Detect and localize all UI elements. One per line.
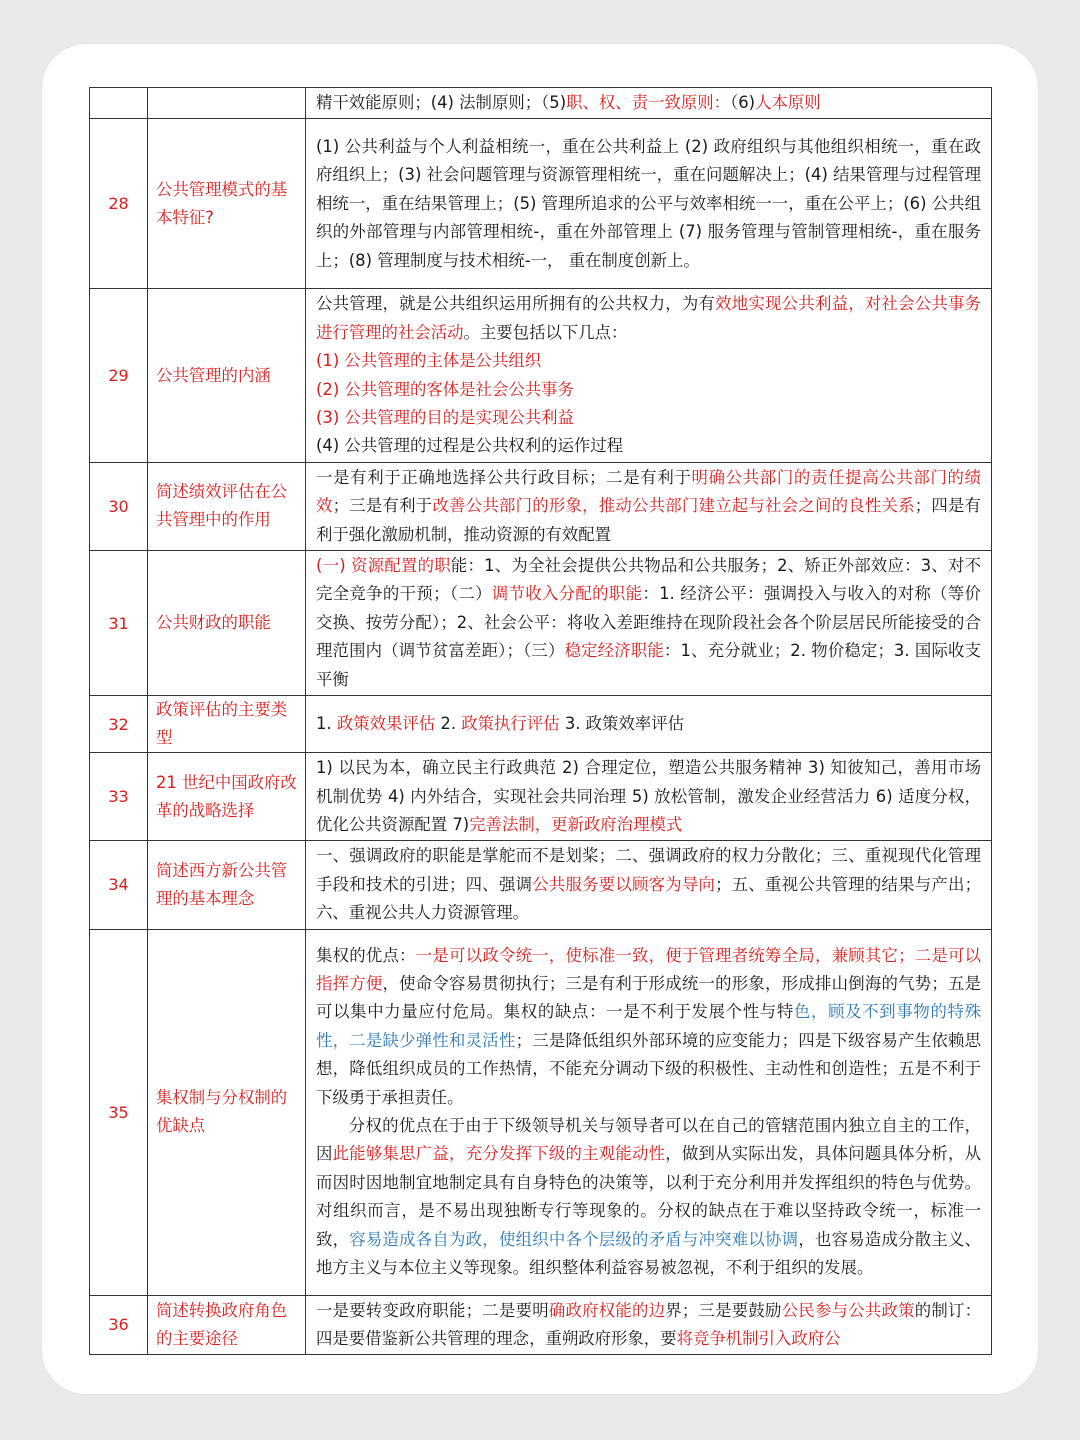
question-number: 30 (90, 462, 148, 550)
question-topic: 公共管理模式的基本特征? (148, 119, 306, 289)
answer-segment: ：1. 经济公平：强调投入与收入的对称（等价交换、按劳分配）；2、社会公平：将收入差距维持在现阶段社会各个阶层居民所能接受的合理范围内（调节贫富差距）；（三） (316, 584, 981, 661)
question-number: 32 (90, 696, 148, 753)
highlight-red-text: (3) 公共管理的目的是实现公共利益 (316, 408, 574, 428)
question-topic: 简述绩效评估在公共管理中的作用 (148, 462, 306, 550)
answer-text (306, 462, 992, 550)
answer-text (306, 753, 992, 841)
answer-segment: ，做到从实际出发，具体问题具体分析，从而因时因地制宜地制定具有自身特色的决策等，以利于充分利用并发挥组织的特色与优势。对组织而言，是不易出现独断专行等现象的。分权的缺点在于难以坚持政令统一，标准一致， (316, 1144, 982, 1249)
answer-paragraph (316, 842, 981, 927)
answer-paragraph (316, 376, 981, 404)
table-row (90, 1295, 992, 1355)
answer-segment: ；三是降低组织外部环境的应变能力；四是下级容易产生依赖思想，降低组织成员的工作热情，不能充分调动下级的积极性、主动性和创造性；五是不利于下级勇于承担责任。 (316, 1030, 982, 1107)
question-topic: 公共管理的内涵 (148, 289, 306, 462)
table-row (90, 289, 992, 462)
answer-segment: 精干效能原则；(4) 法制原则；（5) (316, 93, 567, 112)
answer-segment: ；三是有利于 (332, 496, 433, 516)
question-topic: 公共财政的职能 (148, 551, 306, 696)
table-row (90, 929, 992, 1295)
highlight-red-text: 政策效果评估 (336, 713, 436, 733)
answer-text (306, 119, 992, 289)
answer-paragraph (316, 942, 981, 1112)
answer-paragraph (316, 89, 981, 117)
answer-paragraph (316, 432, 981, 460)
question-number (90, 88, 148, 119)
answer-segment: （6) (730, 93, 756, 112)
highlight-red-text: 调节收入分配的职能 (491, 584, 643, 604)
answer-segment: 一是要转变政府职能；二是要明 (316, 1300, 549, 1320)
answer-segment: 3. 政策效率评估 (559, 713, 685, 733)
answer-segment: 公共管理，就是公共组织运用所拥有的公共权力，为有 (316, 294, 716, 314)
answer-paragraph (316, 710, 981, 738)
question-topic: 21 世纪中国政府改革的战略选择 (148, 753, 306, 841)
highlight-red-text: 明确公共部门的责任提高公共部门的绩效 (316, 467, 982, 516)
answer-text (306, 289, 992, 462)
answer-segment: 2. (435, 713, 462, 733)
answer-text (306, 929, 992, 1295)
answer-paragraph (316, 754, 981, 839)
answer-segment: 的制订：四是要借鉴新公共管理的理念，重朔政府形象，要 (316, 1300, 982, 1348)
highlight-red-text: 完善法制，更新政府治理模式 (469, 814, 683, 834)
highlight-blue-text: 色，顾及不到事物的特殊性，二是缺少弹性和灵活性 (316, 1002, 981, 1050)
answer-segment: (1) 公共利益与个人利益相统一，重在公共利益上 (2) 政府组织与其他组织相统一，重在政府组织上；(3) 社会问题管理与资源管理相统一，重在问题解决上；(4) 结果管理与过程管理相统一，重在结果管理上；(5) 管理所追求的公平与效率相统一一，重在公平上；(6) 公共组织的外部管理与内部管理相统-，重在外部管理上 (7) 服务管理与管制管理相统-，重在服务上；(8) 管理制度与技术相统-一， 重在制度创新上。 (316, 136, 981, 270)
highlight-red-text: (一) 资源配置的职 (316, 556, 451, 576)
question-number: 29 (90, 289, 148, 462)
answer-segment: ；五、重视公共管理的结果与产出；六、重视公共人力资源管理。 (316, 874, 982, 923)
table-row (90, 753, 992, 841)
qa-table (89, 87, 992, 1355)
highlight-red-text: 人本原则 (755, 93, 821, 112)
highlight-red-text: 效地实现公共利益，对社会公共事务进行管理的社会活动 (316, 294, 982, 342)
answer-paragraph (316, 404, 981, 432)
highlight-red-text: 确政府权能的边 (548, 1300, 666, 1320)
answer-segment: 能：1、为全社会提供公共物品和公共服务；2、矫正外部效应：3、对不完全竞争的干预；（二） (316, 556, 981, 604)
highlight-blue-text: 容易造成各自为政，使组织中各个层级的矛盾与冲突难以协调 (349, 1229, 799, 1249)
highlight-red-text: 稳定经济职能 (564, 641, 664, 661)
table-row (90, 88, 992, 119)
highlight-red-text: 政策执行评估 (461, 713, 560, 733)
highlight-red-text: 公共服务要以顾客为导向 (532, 874, 716, 894)
answer-segment: (4) 公共管理的过程是公共权利的运作过程 (316, 436, 624, 456)
answer-text (306, 1295, 992, 1355)
answer-segment: 一是有利于正确地选择公共行政目标；二是有利于 (316, 467, 692, 487)
answer-paragraph (316, 552, 981, 694)
question-number: 28 (90, 119, 148, 289)
table-row (90, 551, 992, 696)
table-row (90, 462, 992, 550)
highlight-red-text: 公民参与公共政策 (781, 1300, 915, 1320)
answer-segment: 1) 以民为本，确立民主行政典范 2) 合理定位，塑造公共服务精神 3) 知彼知己，善用市场机制优势 4) 内外结合，实现社会共同治理 5) 放松管制，激发企业经营活力 6) 适度分权，优化公共资源配置 7) (316, 758, 981, 834)
answer-segment: 一、强调政府的职能是掌舵而不是划桨；二、强调政府的权力分散化；三、重视现代化管理手段和技术的引进；四、强调 (316, 846, 981, 894)
answer-segment: 集权的优点： (316, 945, 416, 965)
answer-segment: ，使命令容易贯彻执行；三是有利于形成统一的形象，形成排山倒海的气势；五是可以集中力量应付危局。集权的缺点：一是不利于发展个性与特 (316, 974, 982, 1022)
answer-segment: 。主要包括以下几点： (463, 322, 628, 342)
question-number: 34 (90, 841, 148, 929)
question-number: 35 (90, 929, 148, 1295)
highlight-red-text: 一是可以政令统一，使标准一致，便于管理者统筹全局，兼顾其它；二是可以指挥方便 (316, 945, 982, 993)
highlight-red-text: 改善公共部门的形象，推动公共部门建立起与社会之间的良性关系 (432, 496, 915, 516)
answer-text (306, 551, 992, 696)
answer-segment: ，也容易造成分散主义、地方主义与本位主义等现象。组织整体利益容易被忽视，不利于组织的发展。 (316, 1229, 982, 1278)
highlight-red-text: 职、权、责一致原则： (566, 93, 731, 112)
question-number: 36 (90, 1295, 148, 1355)
question-topic: 简述转换政府角色的主要途径 (148, 1295, 306, 1355)
answer-paragraph (316, 1112, 981, 1282)
answer-text (306, 841, 992, 929)
answer-paragraph (316, 290, 981, 347)
question-topic: 政策评估的主要类型 (148, 696, 306, 753)
table-row (90, 119, 992, 289)
highlight-red-text: 此能够集思广益，充分发挥下级的主观能动性 (332, 1144, 666, 1164)
question-number: 33 (90, 753, 148, 841)
answer-segment: ：1、充分就业；2. 物价稳定；3. 国际收支平衡 (316, 641, 982, 689)
table-row (90, 841, 992, 929)
answer-segment: 界；三是要鼓励 (665, 1300, 782, 1320)
highlight-red-text: (2) 公共管理的客体是社会公共事务 (316, 379, 574, 399)
highlight-red-text: 将竞争机制引入政府公 (676, 1328, 841, 1348)
highlight-red-text: (1) 公共管理的主体是公共组织 (316, 351, 542, 371)
question-number: 31 (90, 551, 148, 696)
answer-paragraph (316, 464, 981, 549)
question-topic: 集权制与分权制的优缺点 (148, 929, 306, 1295)
answer-text (306, 88, 992, 119)
table-row (90, 696, 992, 753)
answer-paragraph (316, 347, 981, 375)
answer-paragraph (316, 133, 981, 275)
answer-segment: 1. (316, 713, 337, 733)
answer-text (306, 696, 992, 753)
answer-segment: ；四是有利于强化激励机制，推动资源的有效配置 (316, 496, 982, 544)
answer-paragraph (316, 1297, 981, 1354)
answer-segment: 分权的优点在于由于下级领导机关与领导者可以在自己的管辖范围内独立自主的工作，因 (316, 1116, 981, 1164)
question-topic: 简述西方新公共管理的基本理念 (148, 841, 306, 929)
question-topic (148, 88, 306, 119)
